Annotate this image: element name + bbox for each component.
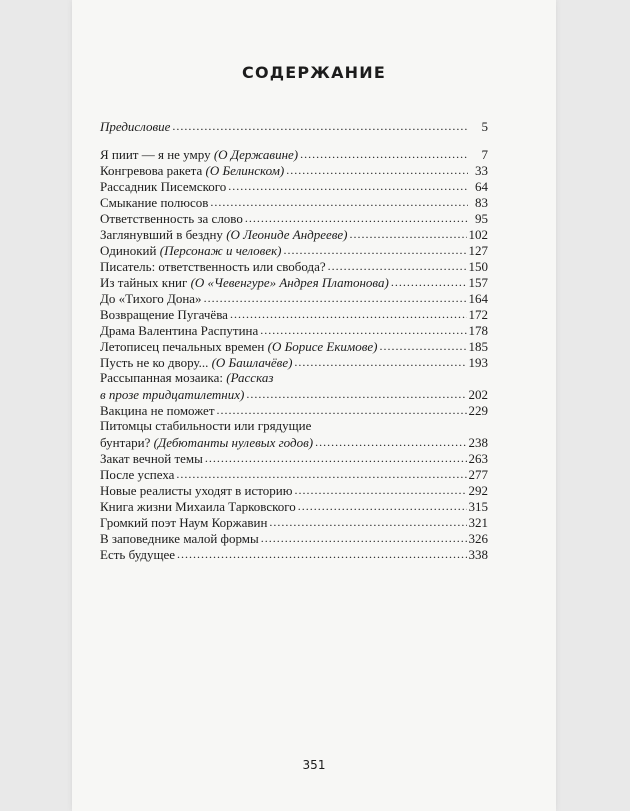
toc-page-number: 229 — [468, 403, 488, 418]
toc-page-number: 95 — [475, 211, 488, 226]
toc-entry-title: Рассадник Писемского — [100, 179, 227, 194]
toc-leader-dots — [315, 435, 466, 450]
toc-leader-dots — [294, 483, 466, 498]
toc-entry — [100, 258, 488, 274]
toc-leader-dots — [177, 547, 466, 562]
toc-entry-subtitle: Предисловие — [100, 119, 171, 134]
toc-entry-title: Одинокий — [100, 243, 160, 258]
toc-page-number: 172 — [468, 307, 488, 322]
toc-page-number: 150 — [468, 259, 488, 274]
toc-entry-title: После успеха — [100, 467, 175, 482]
toc-leader-dots — [300, 147, 468, 162]
book-page — [72, 0, 556, 811]
toc-entry-title: Книга жизни Михаила Тарковского — [100, 499, 296, 514]
toc-leader-dots — [269, 515, 466, 530]
toc-page-number: 178 — [468, 323, 488, 338]
toc-leader-dots — [328, 259, 467, 274]
toc-entry-title: Конгревова ракета — [100, 163, 206, 178]
toc-entry-first-line — [100, 370, 488, 386]
toc-entry-title: Ответственность за слово — [100, 211, 243, 226]
toc-leader-dots — [379, 339, 466, 354]
toc-entry-title: Заглянувший в бездну — [100, 227, 227, 242]
toc-entry-title: Пусть не ко двору... — [100, 355, 212, 370]
toc-entry-title: Рассыпанная мозаика: — [100, 370, 227, 385]
toc-entry — [100, 178, 488, 194]
toc-entry — [100, 530, 488, 546]
toc-page-number: 292 — [468, 483, 488, 498]
toc-leader-dots — [245, 211, 468, 226]
toc-page-number: 64 — [475, 179, 488, 194]
toc-entry — [100, 290, 488, 306]
toc-entry-subtitle: (Дебютанты нулевых годов) — [153, 435, 314, 450]
toc-page-number: 263 — [468, 451, 488, 466]
toc-entry-title: Я пиит — я не умру — [100, 147, 214, 162]
toc-entry-title: Питомцы стабильности или грядущие — [100, 418, 312, 433]
toc-entry — [100, 386, 488, 402]
toc-entry — [100, 306, 488, 322]
toc-entry-title: Новые реалисты уходят в историю — [100, 483, 293, 498]
toc-leader-dots — [294, 355, 466, 370]
toc-page-number: 277 — [468, 467, 488, 482]
toc-entry-title: Возвращение Пугачёва — [100, 307, 228, 322]
toc-page-number: 193 — [468, 355, 488, 370]
toc-entry — [100, 242, 488, 258]
toc-entry-multiline — [100, 418, 488, 450]
toc-entry-subtitle: (Персонаж и человек) — [159, 243, 282, 258]
toc-entry — [100, 514, 488, 530]
toc-entry — [100, 322, 488, 338]
toc-entry-title: бунтари? — [100, 435, 154, 450]
toc-page-number: 127 — [468, 243, 488, 258]
toc-leader-dots — [298, 499, 467, 514]
toc-entry-title: Смыкание полюсов — [100, 195, 209, 210]
toc-entry — [100, 546, 488, 562]
toc-entry — [100, 338, 488, 354]
toc-leader-dots — [284, 243, 467, 258]
toc-page-number: 315 — [468, 499, 488, 514]
toc-leader-dots — [260, 323, 466, 338]
toc-entry — [100, 274, 488, 290]
toc-entry — [100, 450, 488, 466]
toc-entry — [100, 482, 488, 498]
toc-entry-first-line — [100, 418, 488, 434]
toc-page-number: 185 — [468, 339, 488, 354]
toc-entry-subtitle: (Рассказ — [226, 370, 274, 385]
toc-entry-title: Писатель: ответственность или свобода? — [100, 259, 326, 274]
toc-leader-dots — [176, 467, 466, 482]
toc-entry — [100, 210, 488, 226]
toc-entry — [100, 466, 488, 482]
toc-leader-dots — [246, 387, 466, 402]
toc-page-number: 7 — [481, 147, 488, 162]
toc-entry-subtitle: (О Борисе Екимове) — [267, 339, 378, 354]
toc-leader-dots — [172, 119, 468, 134]
toc-entry — [100, 162, 488, 178]
toc-leader-dots — [230, 307, 467, 322]
table-of-contents — [100, 118, 488, 562]
toc-entry — [100, 146, 488, 162]
toc-entry — [100, 118, 488, 134]
toc-leader-dots — [210, 195, 468, 210]
toc-entry — [100, 434, 488, 450]
toc-entry-title: Вакцина не поможет — [100, 403, 215, 418]
page-number: 351 — [302, 758, 326, 772]
toc-entry-title: В заповеднике малой формы — [100, 531, 259, 546]
toc-page-number: 238 — [468, 435, 488, 450]
toc-page-number: 33 — [475, 163, 488, 178]
toc-entry-title: Летописец печальных времен — [100, 339, 268, 354]
page-title: СОДЕРЖАНИЕ — [242, 63, 386, 82]
toc-entry — [100, 354, 488, 370]
toc-entry-subtitle: (О «Чевенгуре» Андрея Платонова) — [190, 275, 389, 290]
toc-entry-subtitle: в прозе тридцатилетних) — [100, 387, 245, 402]
toc-page-number: 326 — [468, 531, 488, 546]
toc-entry-subtitle: (О Державине) — [213, 147, 299, 162]
toc-page-number: 202 — [468, 387, 488, 402]
toc-leader-dots — [217, 403, 467, 418]
toc-page-number: 321 — [468, 515, 488, 530]
toc-entry-title: Громкий поэт Наум Коржавин — [100, 515, 268, 530]
toc-page-number: 157 — [468, 275, 488, 290]
toc-entry — [100, 226, 488, 242]
toc-leader-dots — [204, 291, 467, 306]
toc-entry — [100, 498, 488, 514]
toc-leader-dots — [286, 163, 468, 178]
toc-leader-dots — [391, 275, 467, 290]
toc-page-number: 5 — [481, 119, 488, 134]
toc-entry — [100, 402, 488, 418]
toc-entry-title: Закат вечной темы — [100, 451, 203, 466]
toc-entry-title: Из тайных книг — [100, 275, 191, 290]
toc-entry-title: Есть будущее — [100, 547, 176, 562]
toc-entry-multiline — [100, 370, 488, 402]
toc-page-number: 102 — [468, 227, 488, 242]
toc-entry-subtitle: (О Башлачёве) — [211, 355, 293, 370]
toc-leader-dots — [261, 531, 467, 546]
toc-entry — [100, 194, 488, 210]
toc-page-number: 338 — [468, 547, 488, 562]
toc-entry-title: Драма Валентина Распутина — [100, 323, 259, 338]
toc-entry-title: До «Тихого Дона» — [100, 291, 202, 306]
toc-page-number: 83 — [475, 195, 488, 210]
toc-page-number: 164 — [468, 291, 488, 306]
toc-leader-dots — [205, 451, 467, 466]
toc-entry-subtitle: (О Белинском) — [205, 163, 285, 178]
toc-leader-dots — [228, 179, 468, 194]
toc-entry-subtitle: (О Леониде Андрееве) — [226, 227, 348, 242]
toc-leader-dots — [350, 227, 467, 242]
